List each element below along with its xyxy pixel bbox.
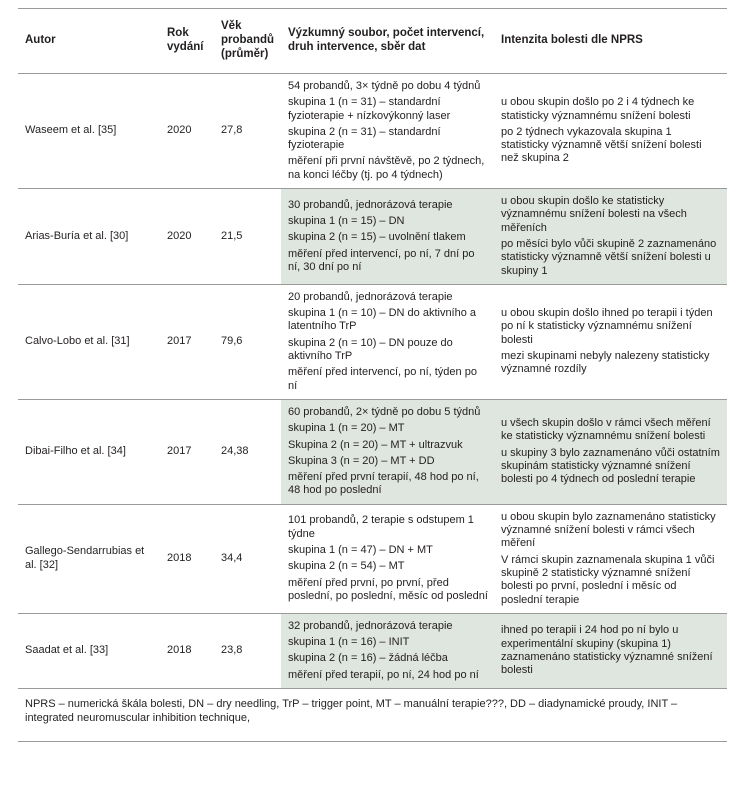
cell-sample-paragraph: Skupina 2 (n = 20) – MT + ultrazvuk xyxy=(288,438,463,451)
cell-year: 2018 xyxy=(160,504,214,613)
cell-intensity-paragraph: u obou skupin došlo ke statisticky významnému snížení bolesti na všech měřeních xyxy=(501,195,687,234)
cell-year: 2018 xyxy=(160,613,214,688)
studies-table-container xyxy=(18,8,727,742)
cell-sample-paragraph: měření před první terapií, 48 hod po ní, 48 hod po poslední xyxy=(288,471,479,497)
cell-intensity xyxy=(494,399,727,504)
cell-age: 23,8 xyxy=(214,613,281,688)
cell-sample-paragraph: měření před intervencí, po ní, 7 dní po ní, 30 dní po ní xyxy=(288,247,475,273)
cell-age: 34,4 xyxy=(214,504,281,613)
cell-sample-paragraph: 20 probandů, jednorázová terapie xyxy=(288,290,453,303)
cell-sample-paragraph: skupina 1 (n = 31) – standardní fyzioterapie + nízkovýkonný laser xyxy=(288,96,451,122)
cell-intensity-paragraph: mezi skupinami nebyly nalezeny statisticky významné rozdíly xyxy=(501,350,710,376)
cell-sample-paragraph: skupina 2 (n = 31) – standardní fyzioterapie xyxy=(288,125,441,152)
cell-sample-paragraph: skupina 1 (n = 10) – DN do aktivního a latentního TrP xyxy=(288,307,477,333)
cell-sample xyxy=(281,284,494,399)
cell-intensity-paragraph: u obou skupin došlo ihned po terapii i týden po ní k statisticky významnému snížení bolesti xyxy=(501,307,713,346)
cell-sample-paragraph: 54 probandů, 3× týdně po dobu 4 týdnů xyxy=(288,80,481,92)
header-age: Věk probandů (průměr) xyxy=(214,9,281,74)
cell-author: Gallego-Sendarrubias et al. [32] xyxy=(18,504,160,613)
cell-sample xyxy=(281,399,494,504)
cell-age: 21,5 xyxy=(214,189,281,285)
cell-age: 27,8 xyxy=(214,74,281,189)
cell-intensity-paragraph: po 2 týdnech vykazovala skupina 1 statisticky významně větší snížení bolesti než skupina 2 xyxy=(501,125,702,165)
cell-sample-paragraph: skupina 1 (n = 47) – DN + MT xyxy=(288,543,433,556)
header-intensity: Intenzita bolesti dle NPRS xyxy=(494,9,727,74)
cell-intensity-paragraph: u všech skupin došlo v rámci všech měření ke statisticky významnému snížení bolesti xyxy=(501,417,711,443)
cell-sample xyxy=(281,504,494,613)
cell-sample xyxy=(281,189,494,285)
table-row xyxy=(18,504,727,613)
cell-author: Waseem et al. [35] xyxy=(18,74,160,189)
cell-sample-paragraph: měření před první, po první, před poslední, po poslední, měsíc od poslední xyxy=(288,576,488,602)
cell-author: Dibai-Filho et al. [34] xyxy=(18,399,160,504)
cell-year: 2020 xyxy=(160,74,214,189)
cell-sample xyxy=(281,74,494,189)
studies-table xyxy=(18,9,727,689)
table-row xyxy=(18,613,727,688)
cell-intensity-paragraph: V rámci skupin zaznamenala skupina 1 vůči skupině 2 statisticky významné snížení bolesti po první, poslední i měsíc od poslední terapie xyxy=(501,553,715,606)
cell-sample-paragraph: 101 probandů, 2 terapie s odstupem 1 týdne xyxy=(288,514,474,540)
cell-intensity-paragraph: po měsíci bylo vůči skupině 2 zaznamenáno statisticky významně větší snížení bolesti u skupiny 1 xyxy=(501,237,717,277)
cell-intensity xyxy=(494,504,727,613)
cell-author: Calvo-Lobo et al. [31] xyxy=(18,284,160,399)
cell-year: 2020 xyxy=(160,189,214,285)
cell-sample-paragraph: skupina 1 (n = 16) – INIT xyxy=(288,636,410,649)
cell-intensity-paragraph: ihned po terapii i 24 hod po ní bylo u experimentální skupiny (skupina 1) zaznamenáno statisticky významné snížení bolesti xyxy=(501,624,713,677)
cell-sample-paragraph: 60 probandů, 2× týdně po dobu 5 týdnů xyxy=(288,405,481,418)
cell-intensity xyxy=(494,613,727,688)
cell-sample-paragraph: měření před terapií, po ní, 24 hod po ní xyxy=(288,668,479,681)
table-row xyxy=(18,74,727,189)
cell-intensity xyxy=(494,189,727,285)
table-header-row xyxy=(18,9,727,74)
cell-sample-paragraph: skupina 2 (n = 10) – DN pouze do aktivního TrP xyxy=(288,336,453,363)
cell-sample-paragraph: měření při první návštěvě, po 2 týdnech, na konci léčby (tj. po 4 týdnech) xyxy=(288,155,485,181)
table-row xyxy=(18,284,727,399)
cell-intensity-paragraph: u obou skupin bylo zaznamenáno statisticky významné snížení bolesti v rámci všech měření xyxy=(501,510,716,550)
table-row xyxy=(18,399,727,504)
cell-intensity xyxy=(494,284,727,399)
header-year: Rok vydání xyxy=(160,9,214,74)
cell-intensity-paragraph: u skupiny 3 bylo zaznamenáno vůči ostatním skupinám statisticky významné snížení bolesti po 4 týdnech od poslední terapie xyxy=(501,446,720,486)
header-author: Autor xyxy=(18,9,160,74)
cell-sample-paragraph: skupina 2 (n = 54) – MT xyxy=(288,560,405,573)
cell-sample-paragraph: měření před intervencí, po ní, týden po ní xyxy=(288,366,477,392)
cell-age: 24,38 xyxy=(214,399,281,504)
cell-sample-paragraph: 32 probandů, jednorázová terapie xyxy=(288,619,453,632)
cell-intensity-paragraph: u obou skupin došlo po 2 i 4 týdnech ke statisticky významnému snížení bolesti xyxy=(501,96,695,122)
cell-age: 79,6 xyxy=(214,284,281,399)
cell-author: Saadat et al. [33] xyxy=(18,613,160,688)
cell-sample-paragraph: 30 probandů, jednorázová terapie xyxy=(288,198,453,211)
cell-author: Arias-Buría et al. [30] xyxy=(18,189,160,285)
cell-year: 2017 xyxy=(160,399,214,504)
cell-sample-paragraph: skupina 1 (n = 20) – MT xyxy=(288,422,405,435)
cell-intensity xyxy=(494,74,727,189)
cell-sample xyxy=(281,613,494,688)
header-sample: Výzkumný soubor, počet intervencí, druh intervence, sběr dat xyxy=(281,9,494,74)
cell-year: 2017 xyxy=(160,284,214,399)
table-footnote: NPRS – numerická škála bolesti, DN – dry needling, TrP – trigger point, MT – manuální terapie???, DD – diadynamické proudy, INIT – integrated neuromuscular inhibition technique, xyxy=(25,697,678,724)
cell-sample-paragraph: skupina 2 (n = 15) – uvolnění tlakem xyxy=(288,231,466,244)
cell-sample-paragraph: skupina 2 (n = 16) – žádná léčba xyxy=(288,652,448,665)
cell-sample-paragraph: Skupina 3 (n = 20) – MT + DD xyxy=(288,454,435,467)
cell-sample-paragraph: skupina 1 (n = 15) – DN xyxy=(288,215,405,228)
table-row xyxy=(18,189,727,285)
